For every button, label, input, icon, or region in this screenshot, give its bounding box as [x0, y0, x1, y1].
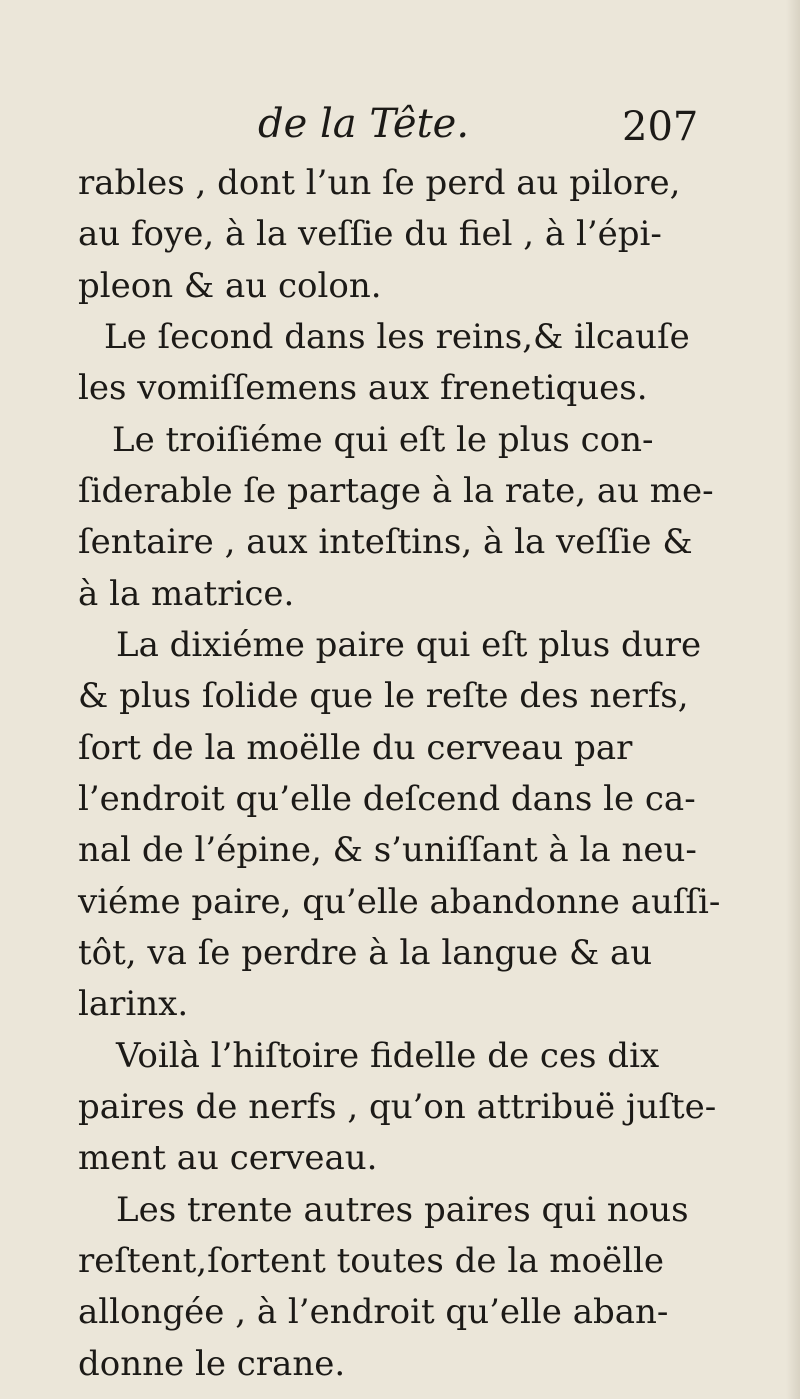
- text-line: ment au cerveau.: [78, 1138, 378, 1179]
- text-line: rables , dont l’un ſe perd au pilore,: [78, 163, 681, 203]
- text-line: ſort de la moëlle du cerveau par: [78, 727, 633, 768]
- running-title: de la Tête.: [258, 101, 470, 147]
- text-line: ſiderable ſe partage à la rate, au me-: [78, 471, 714, 511]
- text-line: Le ſecond dans les reins,& ilcauſe: [104, 317, 690, 357]
- text-line: l’endroit qu’elle deſcend dans le ca-: [78, 779, 696, 819]
- text-line: reſtent,ſortent toutes de la moëlle: [78, 1241, 664, 1281]
- text-line: & plus ſolide que le reſte des nerfs,: [78, 676, 689, 717]
- running-head: [0, 96, 800, 156]
- text-line: La dixiéme paire qui eſt plus dure: [116, 625, 702, 665]
- text-line: les vomiſſemens aux frenetiques.: [78, 368, 648, 409]
- text-line: larinx.: [78, 984, 189, 1025]
- text-line: Voilà l’hiſtoire fidelle de ces dix: [116, 1035, 660, 1076]
- text-line: Le troiſiéme qui eſt le plus con-: [112, 419, 654, 460]
- text-line: viéme paire, qu’elle abandonne auſſi-: [78, 881, 721, 922]
- text-line: paires de nerfs , qu’on attribuë juſte-: [78, 1087, 717, 1127]
- text-line: tôt, va ſe perdre à la langue & au: [78, 933, 653, 973]
- page-edge-shadow: [786, 0, 800, 1399]
- text-line: donne le crane.: [78, 1343, 346, 1384]
- text-line: à la matrice.: [78, 573, 295, 614]
- text-line: allongée , à l’endroit qu’elle aban-: [78, 1292, 669, 1333]
- text-line: au foye, à la veſſie du fiel , à l’épi-: [78, 214, 662, 255]
- text-line: pleon & au colon.: [78, 265, 382, 306]
- page-number: 207: [622, 104, 699, 150]
- text-line: ſentaire , aux inteſtins, à la veſſie &: [78, 522, 693, 563]
- text-line: nal de l’épine, & s’uniſſant à la neu-: [78, 830, 697, 871]
- text-line: Les trente autres paires qui nous: [116, 1189, 689, 1230]
